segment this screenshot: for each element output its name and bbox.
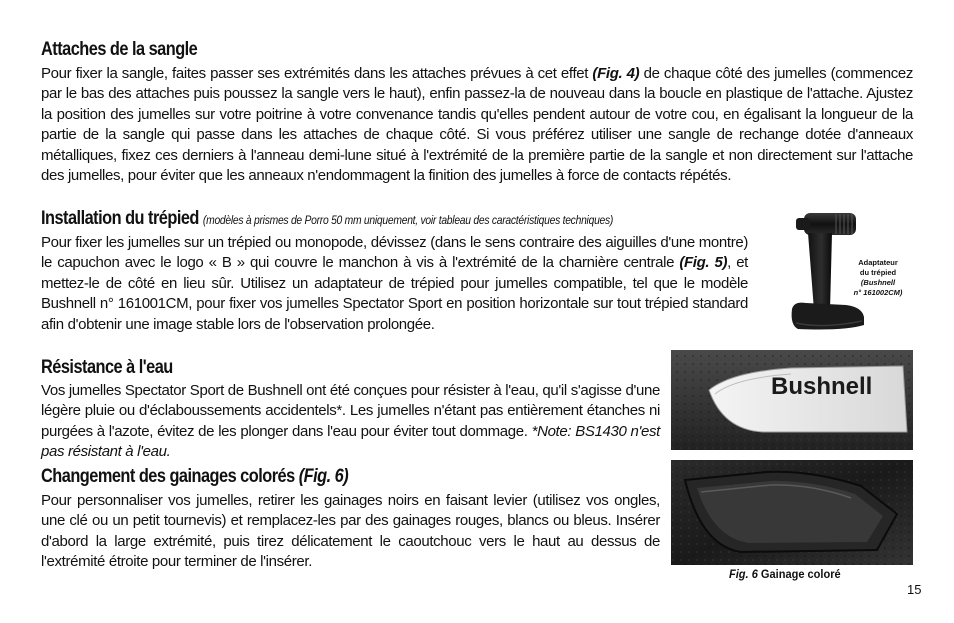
body-text: Pour fixer les jumelles sur un trépied ou monopode, dévissez (dans le sens contraire des aiguilles d'une montre) le capuchon avec le logo « B » qui couvre le manchon à vis à l'extrémité de la charnière centrale [41, 234, 748, 272]
caption-line: n° 161002CM) [853, 288, 903, 297]
section-heading-color-armor [41, 466, 348, 488]
fig-reference: (Fig. 5) [679, 254, 728, 272]
caption-line: Adaptateur [858, 258, 898, 267]
caption-line: (Bushnell [860, 278, 896, 287]
caption-line: du trépied [859, 268, 897, 277]
body-text: de chaque côté des jumelles (commencez par le bas des attaches puis poussez la sangle vers le haut), enfin passez-la de nouveau dans la boucle en plastique de l'attache. Ajustez la position des jumelles sur votre poitrine à votre convenance tandis qu'elles pendent autour de votre cou, en égalisant la longueur de la partie de la sangle qui passe dans les attaches de chaque côté. Si vous préférez utiliser une sangle de rechange dotée d'anneaux métalliques, fixez ces derniers à l'anneau demi-lune situé à l'extrémité de la première partie de la sangle et non directement sur l'attache des jumelles, pour éviter que les anneaux n'endommagent la finition des jumelles à force de contacts répétés. [41, 65, 913, 185]
section-body-strap [41, 64, 913, 186]
body-text: , et mettez-le de côté en lieu sûr. Utilisez un adaptateur de trépied pour jumelles compatible, tel que le modèle Bushnell n° 161001CM, pour fixer vos jumelles Spectator Sport en position horizontale sur tout trépied standard afin d'obtenir une image stable lors de l'observation prolongée. [41, 254, 748, 333]
section-heading-water-resistance: Résistance à l'eau [41, 357, 173, 378]
heading-text: Installation du trépied [41, 208, 199, 229]
body-text: Vos jumelles Spectator Sport de Bushnell ont été conçues pour résister à l'eau, qu'il s'agisse d'une légère pluie ou d'éclaboussements accidentels*. Les jumelles n'étant pas entièrement étanches ni purgées à l'azote, évitez de les plonger dans l'eau pour éviter tout dommage. [41, 382, 660, 440]
caption-fig-label: Fig. 6 [729, 567, 758, 581]
section-body-water-resistance [41, 381, 660, 463]
fig6-binocular-armor-photo [671, 350, 913, 565]
heading-text: Changement des gainages colorés [41, 466, 299, 487]
section-heading-tripod [41, 208, 613, 230]
body-text: Pour fixer la sangle, faites passer ses extrémités dans les attaches prévues à cet effet [41, 65, 593, 82]
tripod-adapter-caption [848, 258, 908, 298]
body-text: Pour personnaliser vos jumelles, retirer les gainages noirs en faisant levier (utilisez vos ongles, une clé ou un petit tournevis) et remplacez-les par des gainages rouges, blancs ou bleus. Insérer d'abord la large extrémité, puis tirez délicatement le caoutchouc vers le haut au dessus de l'extrémité étroite pour terminer de l'insérer. [41, 492, 660, 571]
caption-text: Gainage coloré [757, 567, 841, 581]
section-heading-strap: Attaches de la sangle [41, 39, 198, 60]
section-body-color-armor [41, 491, 660, 573]
fig-reference: (Fig. 6) [298, 466, 349, 487]
note-text: *Note: BS1430 n'est pas résistant à l'eau. [41, 422, 660, 461]
brand-logo-text: Bushnell [771, 373, 873, 400]
section-body-tripod [41, 233, 748, 335]
fig6-caption [729, 567, 841, 581]
heading-note: (modèles à prismes de Porro 50 mm uniquement, voir tableau des caractéristiques techniques) [202, 213, 614, 227]
fig-reference: (Fig. 4) [592, 65, 640, 82]
page-number: 15 [907, 582, 922, 597]
